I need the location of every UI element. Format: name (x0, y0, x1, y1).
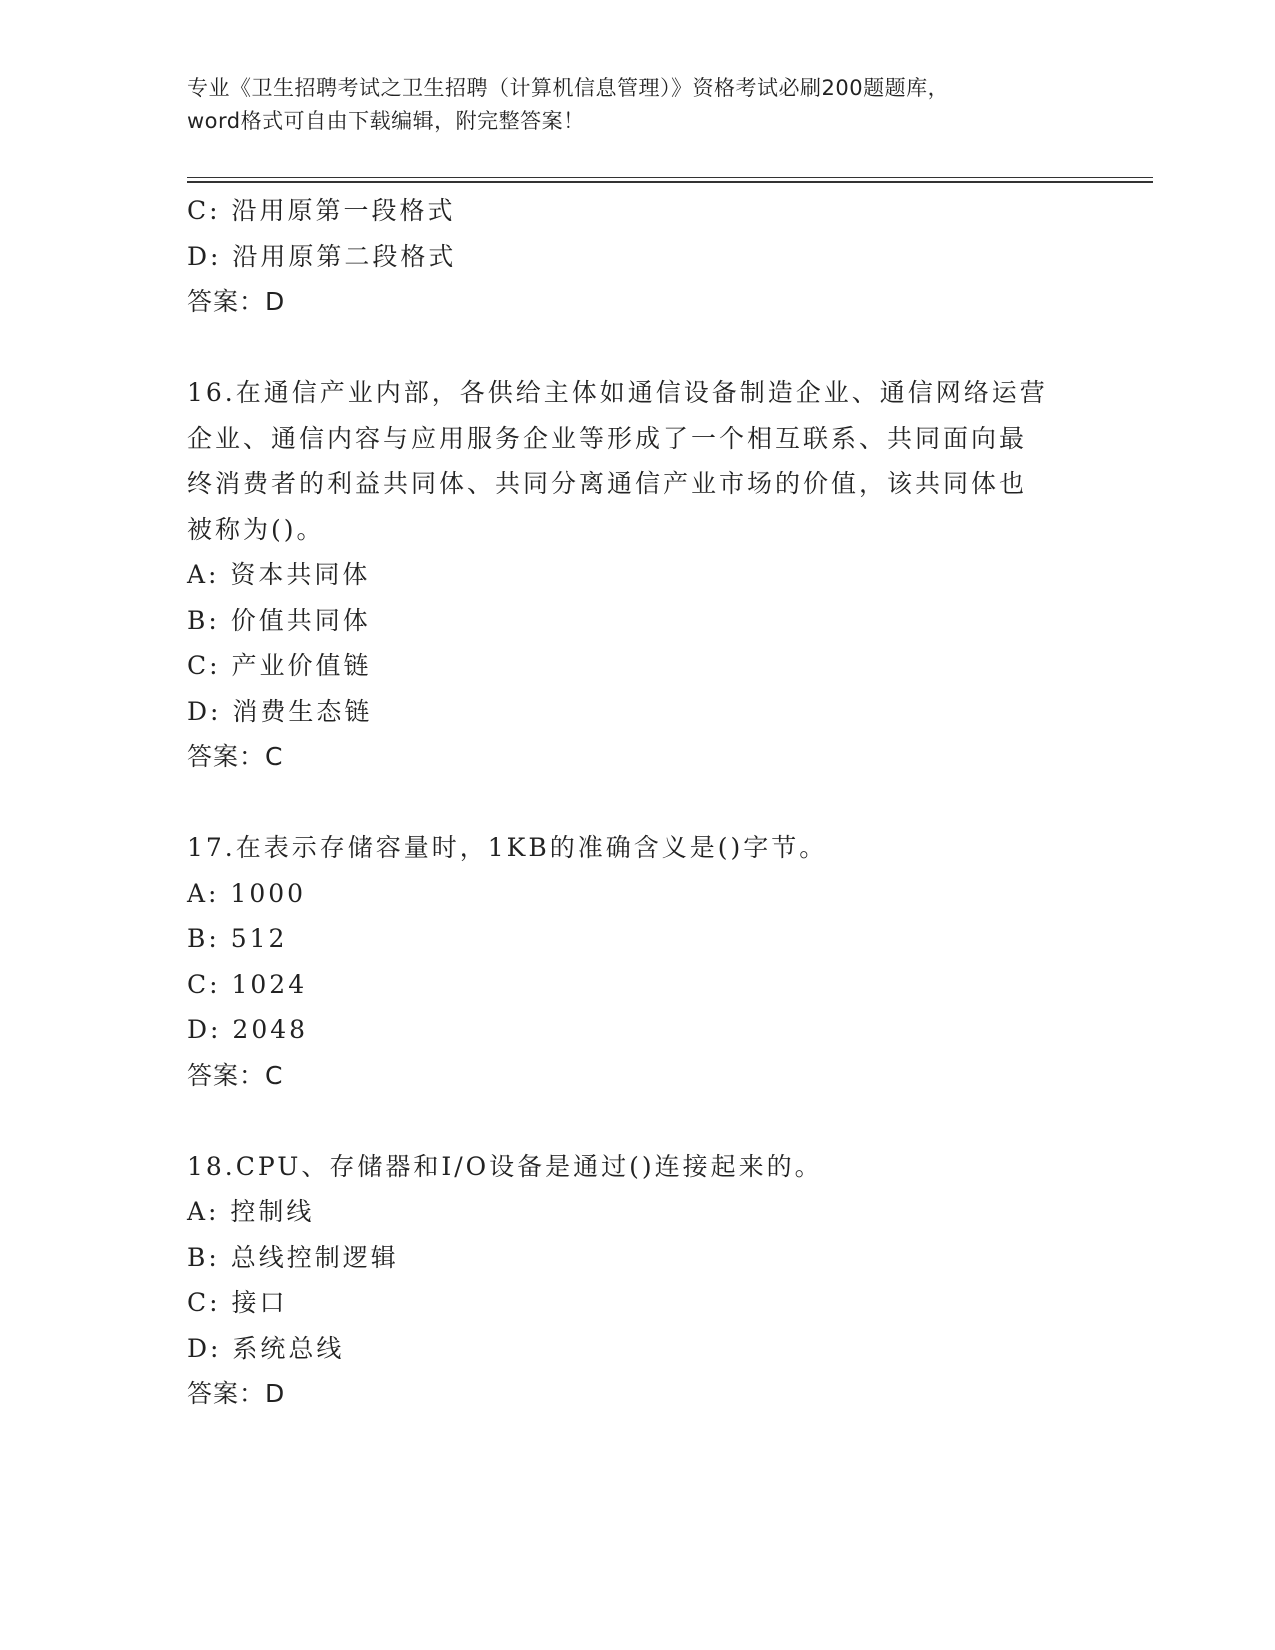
question-stem-line: 18.CPU、存储器和I/O设备是通过()连接起来的。 (187, 1151, 823, 1181)
option-d: D: 系统总线 (187, 1333, 345, 1363)
option-b: B: 总线控制逻辑 (187, 1242, 399, 1272)
option-d: D: 沿用原第二段格式 (187, 241, 457, 271)
option-d: D: 消费生态链 (187, 696, 373, 726)
question-stem-line: 17.在表示存储容量时，1KB的准确含义是()字节。 (187, 833, 828, 862)
option-c: C: 产业价值链 (187, 651, 372, 680)
header-rule-thick (187, 181, 1153, 183)
page-header (187, 72, 1087, 138)
option-b: B: 512 (187, 924, 288, 953)
question-16 (187, 370, 1087, 780)
question-stem-line: 16.在通信产业内部，各供给主体如通信设备制造企业、通信网络运营 (187, 378, 1048, 407)
spacer (187, 780, 1087, 826)
question-stem-line: 终消费者的利益共同体、共同分离通信产业市场的价值，该共同体也 (187, 469, 1028, 498)
option-b: B: 价值共同体 (187, 605, 371, 635)
option-c: C: 沿用原第一段格式 (187, 196, 456, 225)
question-18 (187, 1144, 1087, 1417)
answer-line: 答案：D (187, 287, 286, 316)
option-c: C: 1024 (187, 969, 308, 999)
question-17 (187, 825, 1087, 1098)
header-line-2: word格式可自由下载编辑，附完整答案！ (187, 109, 585, 133)
previous-question-tail (187, 188, 1087, 325)
question-content (187, 188, 1087, 1417)
spacer (187, 1098, 1087, 1144)
option-d: D: 2048 (187, 1015, 309, 1044)
question-stem-line: 企业、通信内容与应用服务企业等形成了一个相互联系、共同面向最 (187, 423, 1028, 453)
option-a: A: 控制线 (187, 1197, 315, 1226)
answer-line: 答案：C (187, 1060, 284, 1090)
spacer (187, 325, 1087, 371)
question-stem-line: 被称为()。 (187, 514, 325, 544)
header-line-1: 专业《卫生招聘考试之卫生招聘（计算机信息管理）》资格考试必刷200题题库， (187, 76, 950, 100)
option-a: A: 1000 (187, 878, 307, 908)
option-c: C: 接口 (187, 1288, 288, 1317)
answer-line: 答案：C (187, 742, 284, 771)
option-a: A: 资本共同体 (187, 560, 371, 589)
header-rule-thin (187, 177, 1153, 178)
answer-line: 答案：D (187, 1379, 286, 1408)
